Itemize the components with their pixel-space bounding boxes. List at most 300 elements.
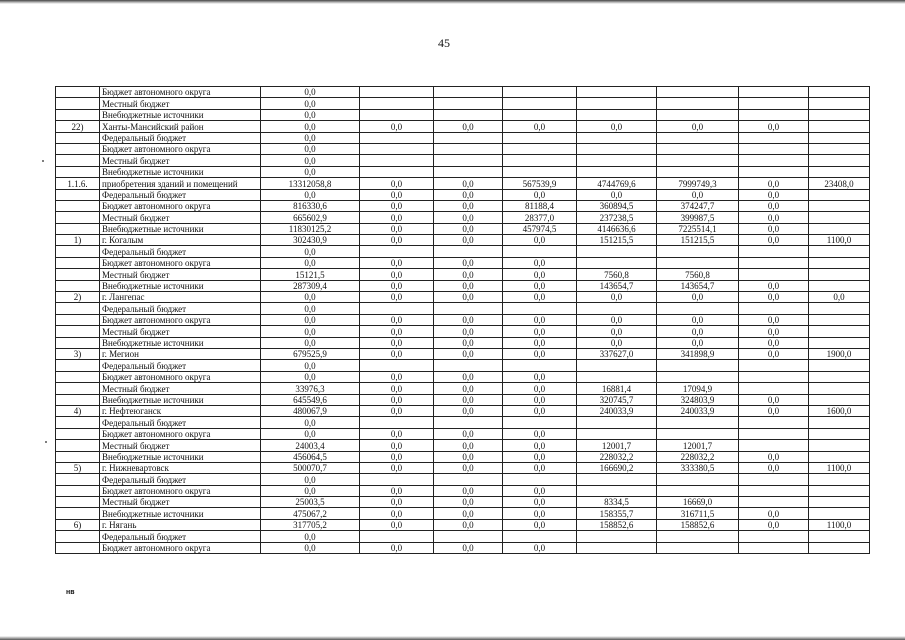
table-row bbox=[56, 257, 870, 268]
value-cell bbox=[503, 109, 577, 120]
value-cell bbox=[809, 189, 870, 200]
table-row bbox=[56, 371, 870, 382]
row-name-cell: Бюджет автономного округа bbox=[100, 257, 261, 268]
row-name-cell: Местный бюджет bbox=[100, 269, 261, 280]
value-cell: 0,0 bbox=[739, 189, 809, 200]
value-cell bbox=[657, 257, 739, 268]
value-cell: 0,0 bbox=[434, 337, 503, 348]
value-cell: 0,0 bbox=[503, 451, 577, 462]
value-cell: 0,0 bbox=[261, 98, 360, 109]
value-cell: 0,0 bbox=[261, 326, 360, 337]
row-code-cell bbox=[56, 360, 100, 371]
value-cell bbox=[577, 371, 657, 382]
value-cell: 0,0 bbox=[503, 189, 577, 200]
value-cell bbox=[739, 474, 809, 485]
row-code-cell: 4) bbox=[56, 405, 100, 416]
table-row bbox=[56, 531, 870, 542]
value-cell bbox=[739, 155, 809, 166]
value-cell bbox=[739, 371, 809, 382]
value-cell: 374247,7 bbox=[657, 200, 739, 211]
value-cell: 0,0 bbox=[360, 440, 434, 451]
value-cell bbox=[809, 451, 870, 462]
value-cell bbox=[657, 132, 739, 143]
value-cell bbox=[577, 360, 657, 371]
value-cell: 0,0 bbox=[739, 462, 809, 473]
value-cell: 0,0 bbox=[503, 348, 577, 359]
row-code-cell bbox=[56, 508, 100, 519]
value-cell: 0,0 bbox=[434, 200, 503, 211]
row-name-cell: Бюджет автономного округа bbox=[100, 200, 261, 211]
value-cell: 7999749,3 bbox=[657, 178, 739, 189]
value-cell: 0,0 bbox=[360, 257, 434, 268]
row-code-cell bbox=[56, 326, 100, 337]
value-cell: 0,0 bbox=[657, 314, 739, 325]
table-row bbox=[56, 200, 870, 211]
row-code-cell: 22) bbox=[56, 121, 100, 132]
table-row bbox=[56, 303, 870, 314]
value-cell: 0,0 bbox=[739, 451, 809, 462]
value-cell: 158852,6 bbox=[657, 519, 739, 530]
value-cell: 0,0 bbox=[360, 337, 434, 348]
value-cell: 33976,3 bbox=[261, 383, 360, 394]
value-cell: 475067,2 bbox=[261, 508, 360, 519]
value-cell bbox=[434, 155, 503, 166]
value-cell: 0,0 bbox=[434, 383, 503, 394]
value-cell bbox=[739, 303, 809, 314]
row-code-cell bbox=[56, 303, 100, 314]
row-name-cell: Местный бюджет bbox=[100, 326, 261, 337]
value-cell bbox=[577, 132, 657, 143]
row-name-cell: Бюджет автономного округа bbox=[100, 143, 261, 154]
value-cell bbox=[577, 303, 657, 314]
row-code-cell bbox=[56, 440, 100, 451]
value-cell bbox=[577, 474, 657, 485]
row-code-cell bbox=[56, 337, 100, 348]
value-cell: 457974,5 bbox=[503, 223, 577, 234]
value-cell: 320745,7 bbox=[577, 394, 657, 405]
value-cell bbox=[360, 132, 434, 143]
value-cell: 0,0 bbox=[360, 405, 434, 416]
value-cell: 0,0 bbox=[434, 462, 503, 473]
value-cell: 23408,0 bbox=[809, 178, 870, 189]
value-cell: 0,0 bbox=[434, 223, 503, 234]
value-cell: 0,0 bbox=[577, 121, 657, 132]
value-cell: 0,0 bbox=[739, 178, 809, 189]
row-name-cell: г. Когалым bbox=[100, 235, 261, 246]
table-row bbox=[56, 428, 870, 439]
value-cell bbox=[809, 326, 870, 337]
value-cell: 0,0 bbox=[657, 189, 739, 200]
value-cell bbox=[809, 212, 870, 223]
value-cell: 0,0 bbox=[261, 314, 360, 325]
value-cell: 0,0 bbox=[360, 508, 434, 519]
row-name-cell: Федеральный бюджет bbox=[100, 246, 261, 257]
value-cell: 0,0 bbox=[739, 212, 809, 223]
value-cell: 0,0 bbox=[503, 394, 577, 405]
value-cell: 0,0 bbox=[360, 497, 434, 508]
row-name-cell: г. Нягань bbox=[100, 519, 261, 530]
value-cell: 1600,0 bbox=[809, 405, 870, 416]
value-cell: 7225514,1 bbox=[657, 223, 739, 234]
value-cell: 0,0 bbox=[434, 257, 503, 268]
row-code-cell bbox=[56, 200, 100, 211]
table-row bbox=[56, 132, 870, 143]
value-cell: 0,0 bbox=[739, 235, 809, 246]
value-cell: 0,0 bbox=[261, 428, 360, 439]
value-cell bbox=[577, 166, 657, 177]
table-row bbox=[56, 87, 870, 98]
value-cell: 0,0 bbox=[503, 257, 577, 268]
value-cell: 240033,9 bbox=[657, 405, 739, 416]
value-cell bbox=[360, 143, 434, 154]
value-cell bbox=[739, 257, 809, 268]
value-cell bbox=[360, 360, 434, 371]
value-cell: 228032,2 bbox=[657, 451, 739, 462]
table-row bbox=[56, 360, 870, 371]
value-cell: 0,0 bbox=[434, 348, 503, 359]
value-cell bbox=[360, 98, 434, 109]
value-cell: 0,0 bbox=[739, 394, 809, 405]
table-row bbox=[56, 166, 870, 177]
value-cell bbox=[809, 257, 870, 268]
value-cell bbox=[809, 497, 870, 508]
row-code-cell: 2) bbox=[56, 292, 100, 303]
value-cell: 0,0 bbox=[261, 371, 360, 382]
value-cell bbox=[809, 371, 870, 382]
row-name-cell: Бюджет автономного округа bbox=[100, 87, 261, 98]
value-cell: 645549,6 bbox=[261, 394, 360, 405]
table-row bbox=[56, 394, 870, 405]
value-cell: 0,0 bbox=[434, 451, 503, 462]
row-code-cell bbox=[56, 98, 100, 109]
row-code-cell bbox=[56, 223, 100, 234]
table-row bbox=[56, 519, 870, 530]
value-cell bbox=[739, 440, 809, 451]
value-cell: 333380,5 bbox=[657, 462, 739, 473]
table-row bbox=[56, 155, 870, 166]
table-row bbox=[56, 417, 870, 428]
value-cell bbox=[809, 246, 870, 257]
value-cell bbox=[809, 428, 870, 439]
value-cell bbox=[360, 474, 434, 485]
value-cell bbox=[739, 246, 809, 257]
value-cell: 360894,5 bbox=[577, 200, 657, 211]
value-cell: 1100,0 bbox=[809, 519, 870, 530]
value-cell: 399987,5 bbox=[657, 212, 739, 223]
value-cell: 0,0 bbox=[434, 497, 503, 508]
value-cell: 0,0 bbox=[503, 542, 577, 553]
value-cell bbox=[809, 87, 870, 98]
table-row bbox=[56, 235, 870, 246]
row-code-cell bbox=[56, 189, 100, 200]
value-cell: 0,0 bbox=[261, 292, 360, 303]
value-cell bbox=[577, 417, 657, 428]
value-cell bbox=[503, 87, 577, 98]
value-cell bbox=[809, 440, 870, 451]
table-row bbox=[56, 109, 870, 120]
value-cell bbox=[434, 166, 503, 177]
value-cell: 456064,5 bbox=[261, 451, 360, 462]
row-code-cell bbox=[56, 371, 100, 382]
value-cell bbox=[360, 303, 434, 314]
value-cell bbox=[739, 98, 809, 109]
scan-top-edge bbox=[0, 0, 905, 4]
value-cell bbox=[809, 417, 870, 428]
row-name-cell: Ханты-Мансийский район bbox=[100, 121, 261, 132]
row-code-cell bbox=[56, 451, 100, 462]
value-cell: 0,0 bbox=[261, 246, 360, 257]
value-cell: 0,0 bbox=[261, 189, 360, 200]
table-body bbox=[56, 87, 870, 554]
value-cell bbox=[809, 132, 870, 143]
value-cell: 0,0 bbox=[434, 440, 503, 451]
row-name-cell: Внебюджетные источники bbox=[100, 337, 261, 348]
value-cell bbox=[809, 508, 870, 519]
value-cell bbox=[577, 485, 657, 496]
page-number: 45 bbox=[438, 36, 450, 50]
value-cell: 158355,7 bbox=[577, 508, 657, 519]
value-cell bbox=[577, 257, 657, 268]
value-cell: 151215,5 bbox=[577, 235, 657, 246]
row-name-cell: Внебюджетные источники bbox=[100, 508, 261, 519]
value-cell bbox=[657, 143, 739, 154]
value-cell: 0,0 bbox=[577, 189, 657, 200]
row-name-cell: Внебюджетные источники bbox=[100, 280, 261, 291]
row-code-cell bbox=[56, 280, 100, 291]
value-cell: 0,0 bbox=[657, 326, 739, 337]
value-cell: 0,0 bbox=[739, 519, 809, 530]
value-cell bbox=[809, 109, 870, 120]
value-cell bbox=[809, 383, 870, 394]
value-cell: 0,0 bbox=[434, 212, 503, 223]
value-cell: 0,0 bbox=[657, 121, 739, 132]
value-cell: 17094,9 bbox=[657, 383, 739, 394]
value-cell: 1100,0 bbox=[809, 462, 870, 473]
value-cell bbox=[809, 280, 870, 291]
value-cell bbox=[739, 87, 809, 98]
value-cell: 4146636,6 bbox=[577, 223, 657, 234]
value-cell: 0,0 bbox=[739, 292, 809, 303]
row-code-cell bbox=[56, 383, 100, 394]
value-cell: 341898,9 bbox=[657, 348, 739, 359]
row-name-cell: Внебюджетные источники bbox=[100, 451, 261, 462]
value-cell: 0,0 bbox=[360, 394, 434, 405]
row-code-cell bbox=[56, 269, 100, 280]
value-cell: 302430,9 bbox=[261, 235, 360, 246]
value-cell: 0,0 bbox=[434, 235, 503, 246]
table-row bbox=[56, 497, 870, 508]
row-code-cell bbox=[56, 314, 100, 325]
value-cell: 0,0 bbox=[434, 280, 503, 291]
value-cell: 0,0 bbox=[261, 542, 360, 553]
row-name-cell: Внебюджетные источники bbox=[100, 223, 261, 234]
row-code-cell bbox=[56, 542, 100, 553]
value-cell: 0,0 bbox=[360, 371, 434, 382]
value-cell bbox=[657, 360, 739, 371]
value-cell: 0,0 bbox=[360, 269, 434, 280]
row-name-cell: Федеральный бюджет bbox=[100, 360, 261, 371]
row-name-cell: Внебюджетные источники bbox=[100, 109, 261, 120]
value-cell: 0,0 bbox=[261, 257, 360, 268]
value-cell: 0,0 bbox=[360, 212, 434, 223]
value-cell bbox=[809, 394, 870, 405]
row-name-cell: г. Нефтеюганск bbox=[100, 405, 261, 416]
row-name-cell: Бюджет автономного округа bbox=[100, 542, 261, 553]
value-cell: 0,0 bbox=[360, 280, 434, 291]
value-cell bbox=[739, 417, 809, 428]
value-cell bbox=[739, 531, 809, 542]
value-cell bbox=[739, 166, 809, 177]
value-cell: 0,0 bbox=[503, 428, 577, 439]
value-cell bbox=[360, 531, 434, 542]
value-cell: 0,0 bbox=[503, 235, 577, 246]
table-row bbox=[56, 178, 870, 189]
value-cell: 0,0 bbox=[261, 417, 360, 428]
value-cell bbox=[434, 360, 503, 371]
value-cell: 0,0 bbox=[577, 314, 657, 325]
value-cell: 337627,0 bbox=[577, 348, 657, 359]
value-cell: 0,0 bbox=[739, 348, 809, 359]
value-cell bbox=[503, 166, 577, 177]
table-row bbox=[56, 440, 870, 451]
value-cell: 0,0 bbox=[503, 383, 577, 394]
row-name-cell: г. Мегион bbox=[100, 348, 261, 359]
row-code-cell: 1) bbox=[56, 235, 100, 246]
value-cell: 0,0 bbox=[261, 143, 360, 154]
value-cell bbox=[360, 109, 434, 120]
value-cell: 0,0 bbox=[360, 485, 434, 496]
value-cell bbox=[809, 223, 870, 234]
value-cell bbox=[809, 98, 870, 109]
table-row bbox=[56, 508, 870, 519]
row-code-cell bbox=[56, 87, 100, 98]
value-cell: 0,0 bbox=[739, 314, 809, 325]
value-cell: 7560,8 bbox=[577, 269, 657, 280]
value-cell bbox=[809, 542, 870, 553]
table-row bbox=[56, 143, 870, 154]
value-cell: 13312058,8 bbox=[261, 178, 360, 189]
row-code-cell bbox=[56, 257, 100, 268]
value-cell bbox=[657, 98, 739, 109]
value-cell bbox=[809, 143, 870, 154]
row-code-cell bbox=[56, 428, 100, 439]
value-cell bbox=[503, 98, 577, 109]
value-cell: 237238,5 bbox=[577, 212, 657, 223]
value-cell: 7560,8 bbox=[657, 269, 739, 280]
value-cell: 12001,7 bbox=[577, 440, 657, 451]
row-name-cell: Федеральный бюджет bbox=[100, 189, 261, 200]
value-cell: 1100,0 bbox=[809, 235, 870, 246]
value-cell: 0,0 bbox=[503, 326, 577, 337]
value-cell bbox=[657, 542, 739, 553]
row-code-cell bbox=[56, 212, 100, 223]
value-cell bbox=[739, 132, 809, 143]
value-cell bbox=[434, 474, 503, 485]
value-cell: 151215,5 bbox=[657, 235, 739, 246]
row-name-cell: Местный бюджет bbox=[100, 383, 261, 394]
value-cell: 0,0 bbox=[261, 474, 360, 485]
table-row bbox=[56, 451, 870, 462]
value-cell: 0,0 bbox=[503, 519, 577, 530]
value-cell bbox=[434, 132, 503, 143]
value-cell bbox=[809, 314, 870, 325]
value-cell bbox=[503, 246, 577, 257]
row-code-cell bbox=[56, 246, 100, 257]
value-cell: 0,0 bbox=[503, 371, 577, 382]
value-cell: 0,0 bbox=[809, 292, 870, 303]
value-cell: 0,0 bbox=[657, 337, 739, 348]
value-cell: 0,0 bbox=[434, 519, 503, 530]
row-code-cell: 3) bbox=[56, 348, 100, 359]
value-cell bbox=[360, 417, 434, 428]
row-name-cell: Бюджет автономного округа bbox=[100, 371, 261, 382]
value-cell bbox=[657, 155, 739, 166]
row-name-cell: Местный бюджет bbox=[100, 212, 261, 223]
value-cell bbox=[577, 87, 657, 98]
value-cell: 324803,9 bbox=[657, 394, 739, 405]
value-cell: 0,0 bbox=[739, 280, 809, 291]
value-cell: 0,0 bbox=[503, 440, 577, 451]
value-cell: 0,0 bbox=[503, 337, 577, 348]
table-row bbox=[56, 314, 870, 325]
value-cell: 0,0 bbox=[503, 121, 577, 132]
table-row bbox=[56, 337, 870, 348]
value-cell bbox=[657, 428, 739, 439]
value-cell: 0,0 bbox=[261, 121, 360, 132]
value-cell bbox=[577, 109, 657, 120]
table-row bbox=[56, 383, 870, 394]
row-code-cell: 5) bbox=[56, 462, 100, 473]
value-cell bbox=[657, 485, 739, 496]
value-cell bbox=[577, 155, 657, 166]
row-code-cell bbox=[56, 485, 100, 496]
row-name-cell: Федеральный бюджет bbox=[100, 474, 261, 485]
row-name-cell: Внебюджетные источники bbox=[100, 394, 261, 405]
value-cell: 0,0 bbox=[360, 519, 434, 530]
table-row bbox=[56, 246, 870, 257]
value-cell: 0,0 bbox=[577, 292, 657, 303]
value-cell: 0,0 bbox=[360, 428, 434, 439]
value-cell: 317705,2 bbox=[261, 519, 360, 530]
value-cell bbox=[809, 485, 870, 496]
value-cell: 228032,2 bbox=[577, 451, 657, 462]
table-row bbox=[56, 462, 870, 473]
value-cell: 0,0 bbox=[360, 178, 434, 189]
value-cell: 0,0 bbox=[434, 292, 503, 303]
value-cell: 0,0 bbox=[434, 508, 503, 519]
row-code-cell bbox=[56, 155, 100, 166]
row-name-cell: Бюджет автономного округа bbox=[100, 428, 261, 439]
value-cell: 567539,9 bbox=[503, 178, 577, 189]
value-cell: 12001,7 bbox=[657, 440, 739, 451]
value-cell bbox=[739, 143, 809, 154]
row-name-cell: Местный бюджет bbox=[100, 98, 261, 109]
value-cell: 8334,5 bbox=[577, 497, 657, 508]
value-cell bbox=[657, 109, 739, 120]
value-cell: 0,0 bbox=[503, 314, 577, 325]
value-cell bbox=[503, 303, 577, 314]
value-cell bbox=[657, 246, 739, 257]
value-cell: 0,0 bbox=[503, 485, 577, 496]
value-cell bbox=[809, 337, 870, 348]
value-cell: 0,0 bbox=[434, 371, 503, 382]
row-code-cell: 1.1.6. bbox=[56, 178, 100, 189]
value-cell: 679525,9 bbox=[261, 348, 360, 359]
budget-table bbox=[55, 86, 870, 554]
row-code-cell bbox=[56, 109, 100, 120]
value-cell: 0,0 bbox=[261, 360, 360, 371]
value-cell bbox=[809, 303, 870, 314]
